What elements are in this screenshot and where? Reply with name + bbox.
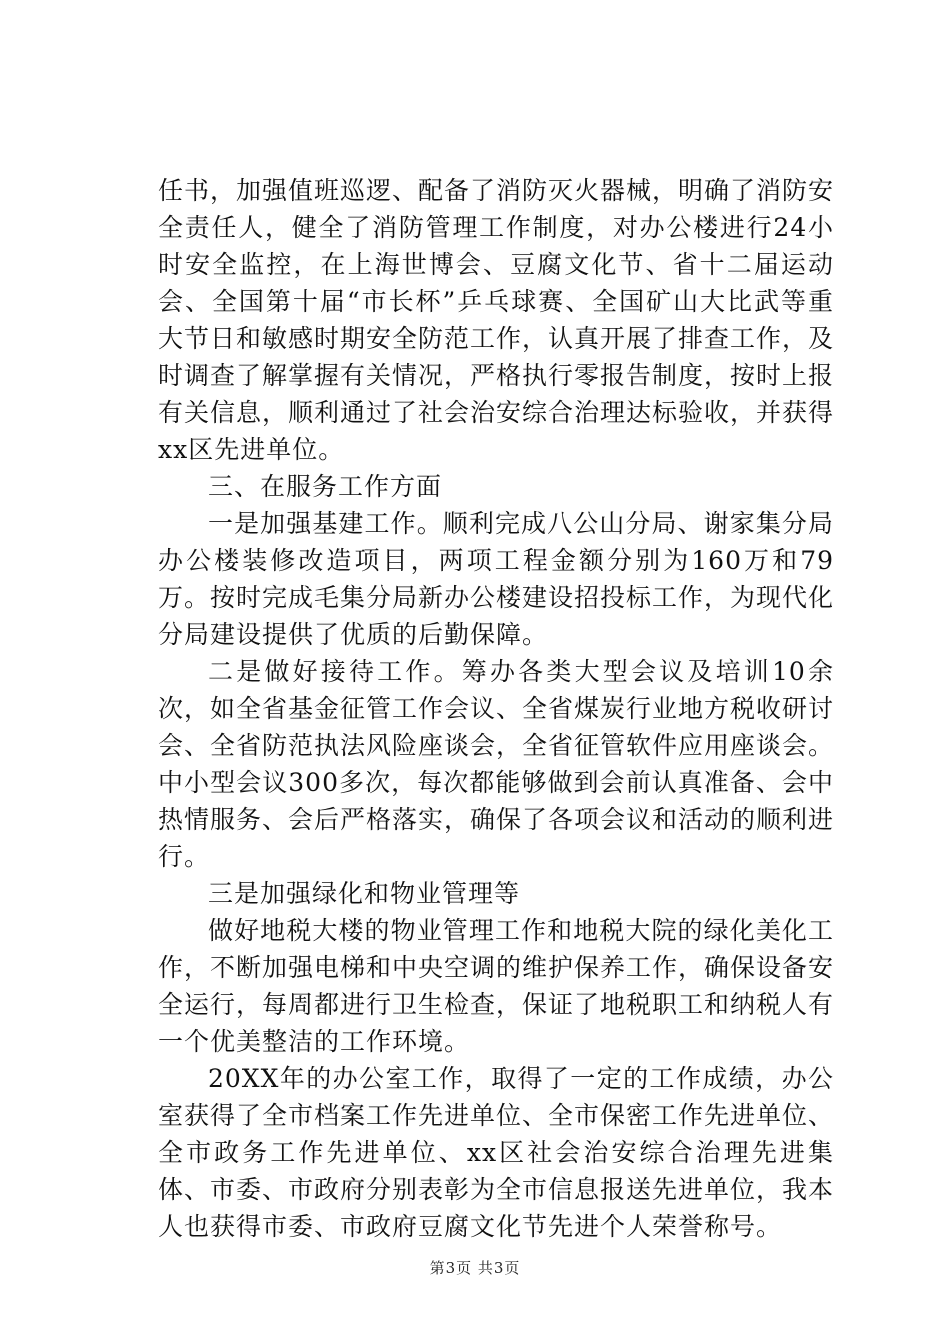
paragraph-reception: 二是做好接待工作。筹办各类大型会议及培训10余次，如全省基金征管工作会议、全省煤炭行业地方税收研讨会、全省防范执法风险座谈会，全省征管软件应用座谈会。中小型会议300多次，每次都能够做到会前认真准备、会中热情服务、会后严格落实，确保了各项会议和活动的顺利进行。 [158, 657, 835, 871]
document-body [158, 172, 834, 1245]
page-number-footer: 第3页 共3页 [429, 1259, 521, 1277]
paragraph-property-management: 做好地税大楼的物业管理工作和地税大院的绿化美化工作，不断加强电梯和中央空调的维护保养工作，确保设备安全运行，每周都进行卫生检查，保证了地税职工和纳税人有一个优美整洁的工作环境。 [158, 916, 835, 1056]
paragraph-greening-heading: 三是加强绿化和物业管理等 [208, 879, 521, 908]
section-heading-service-work: 三、在服务工作方面 [208, 472, 443, 501]
paragraph-safety-continued: 任书，加强值班巡逻、配备了消防灭火器械，明确了消防安全责任人，健全了消防管理工作制度，对办公楼进行24小时安全监控，在上海世博会、豆腐文化节、省十二届运动会、全国第十届“市长杯”乒乓球赛、全国矿山大比武等重大节日和敏感时期安全防范工作，认真开展了排查工作，及时调查了解掌握有关情况，严格执行零报告制度，按时上报有关信息，顺利通过了社会治安综合治理达标验收，并获得xx区先进单位。 [158, 176, 835, 464]
paragraph-infrastructure: 一是加强基建工作。顺利完成八公山分局、谢家集分局办公楼装修改造项目，两项工程金额分别为160万和79万。按时完成毛集分局新办公楼建设招投标工作，为现代化分局建设提供了优质的后勤保障。 [158, 509, 835, 649]
paragraph-summary-achievements: 20XX年的办公室工作，取得了一定的工作成绩，办公室获得了全市档案工作先进单位、全市保密工作先进单位、全市政务工作先进单位、xx区社会治安综合治理先进集体、市委、市政府分别表彰为全市信息报送先进单位，我本人也获得市委、市政府豆腐文化节先进个人荣誉称号。 [158, 1064, 835, 1241]
